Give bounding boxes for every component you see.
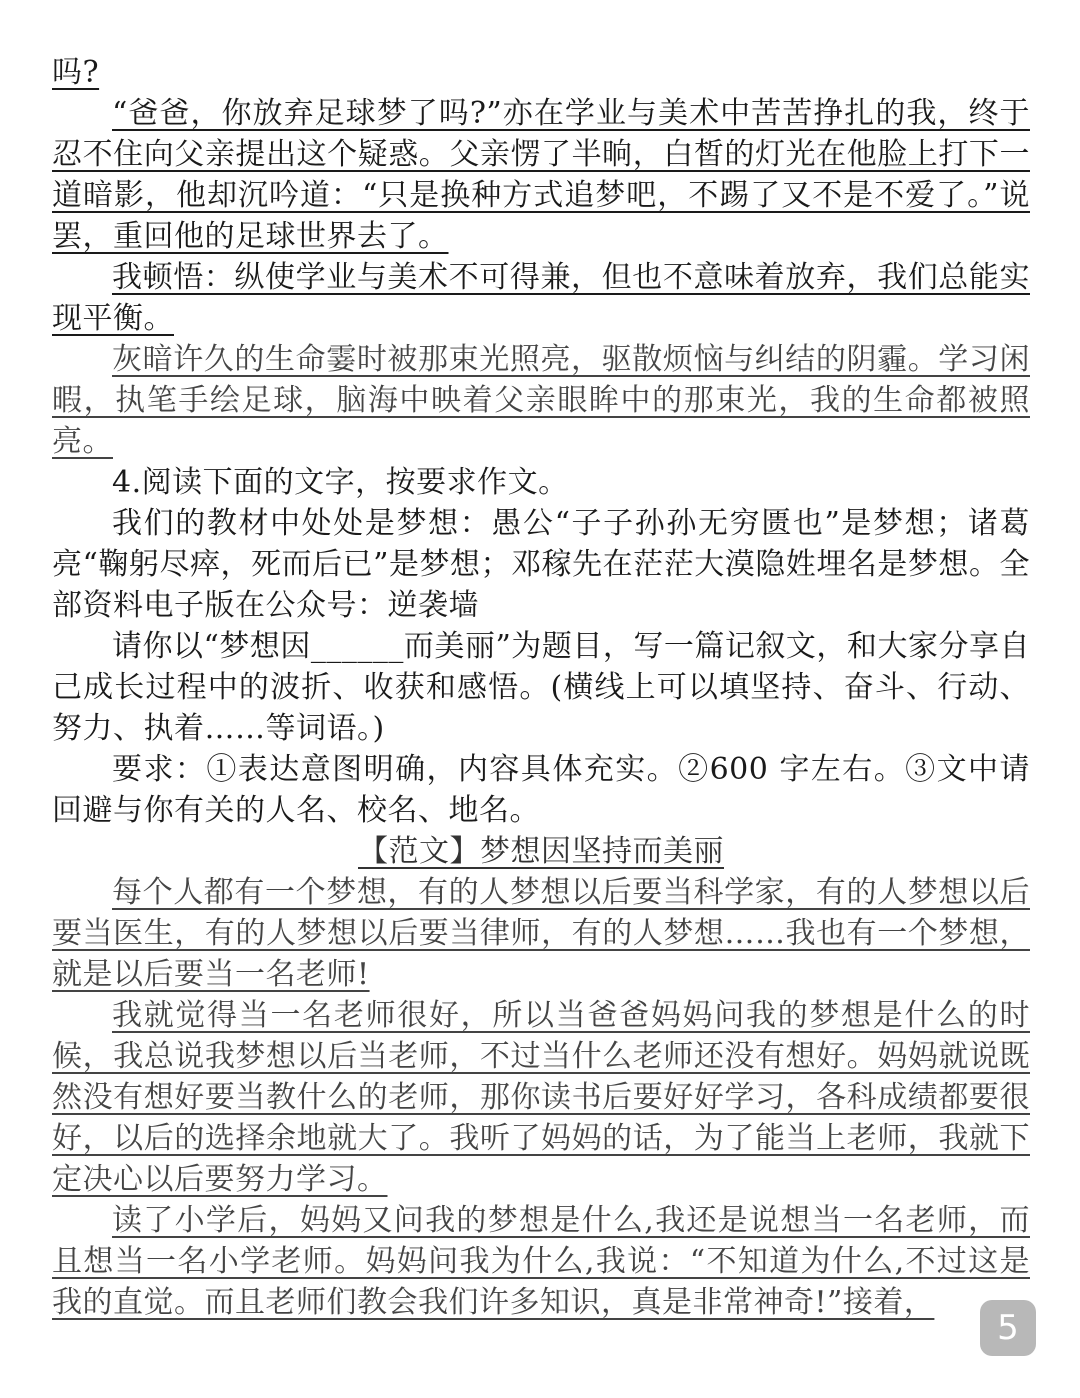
essay-paragraph: 每个人都有一个梦想，有的人梦想以后要当科学家，有的人梦想以后要当医生，有的人梦想以后要当律师，有的人梦想……我也有一个梦想，就是以后要当一名老师! (52, 875, 1030, 992)
question-heading: 4.阅读下面的文字，按要求作文。 (112, 465, 569, 500)
text-paragraph: 我顿悟：纵使学业与美术不可得兼，但也不意味着放弃，我们总能实现平衡。 (52, 260, 1030, 336)
text-paragraph: 灰暗许久的生命霎时被那束光照亮，驱散烦恼与纠结的阴霾。学习闲暇，执笔手绘足球，脑海中映着父亲眼眸中的那束光，我的生命都被照亮。 (52, 342, 1030, 459)
essay-paragraph: 读了小学后，妈妈又问我的梦想是什么,我还是说想当一名老师，而且想当一名小学老师。妈妈问我为什么,我说：“不知道为什么,不过这是我的直觉。而且老师们教会我们许多知识，真是非常神奇!”接着， (52, 1203, 1030, 1320)
text-paragraph: 请你以“梦想因______而美丽”为题目，写一篇记叙文，和大家分享自己成长过程中的波折、收获和感悟。(横线上可以填坚持、奋斗、行动、努力、执着……等词语。) (52, 629, 1030, 746)
essay-title: 【范文】梦想因坚持而美丽 (358, 834, 724, 869)
text-paragraph: 吗? (52, 55, 100, 90)
requirements-paragraph: 要求：①表达意图明确，内容具体充实。②600 字左右。③文中请回避与你有关的人名、校名、地名。 (52, 752, 1030, 828)
essay-paragraph: 我就觉得当一名老师很好，所以当爸爸妈妈问我的梦想是什么的时候，我总说我梦想以后当老师，不过当什么老师还没有想好。妈妈就说既然没有想好要当教什么的老师，那你读书后要好好学习，各科成绩都要很好，以后的选择余地就大了。我听了妈妈的话，为了能当上老师，我就下定决心以后要努力学习。 (52, 998, 1030, 1197)
document-page (52, 52, 1030, 1323)
text-paragraph: “爸爸，你放弃足球梦了吗?”亦在学业与美术中苦苦挣扎的我，终于忍不住向父亲提出这个疑惑。父亲愣了半晌，白皙的灯光在他脸上打下一道暗影，他却沉吟道：“只是换种方式追梦吧，不踢了又不是不爱了。”说罢，重回他的足球世界去了。 (52, 96, 1030, 254)
text-paragraph: 我们的教材中处处是梦想：愚公“子子孙孙无穷匮也”是梦想；诸葛亮“鞠躬尽瘁，死而后已”是梦想；邓稼先在茫茫大漠隐姓埋名是梦想。全部资料电子版在公众号：逆袭墙 (52, 506, 1030, 623)
page-number-badge: 5 (980, 1300, 1036, 1356)
